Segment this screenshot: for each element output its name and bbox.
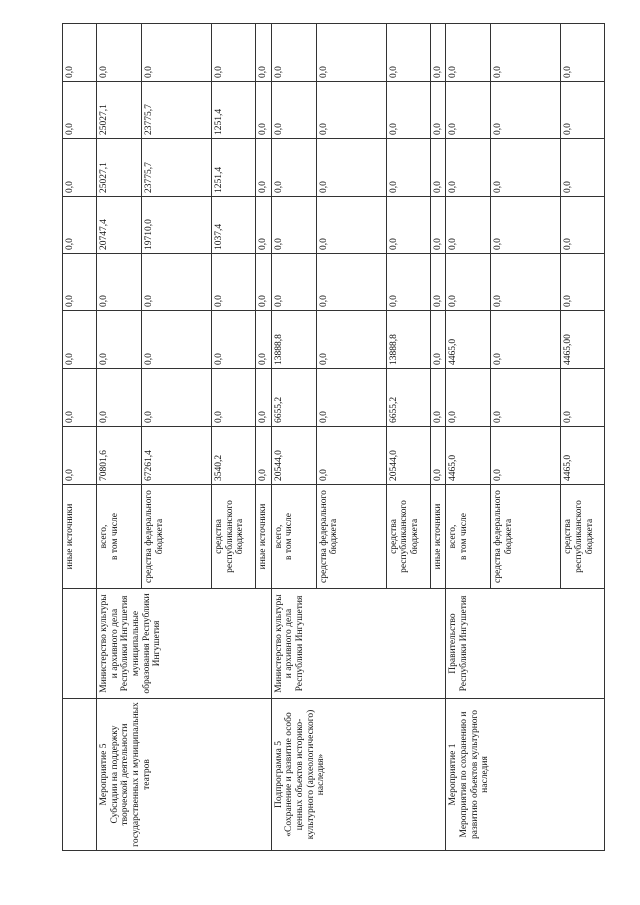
value-cell: 0,0: [561, 254, 605, 311]
value-cell: 0,0: [97, 311, 142, 369]
funding-source-cell: всего, в том числе: [271, 485, 316, 589]
value-cell: 0,0: [316, 82, 386, 139]
value-cell: 0,0: [446, 82, 491, 139]
value-cell: 0,0: [271, 254, 316, 311]
value-cell: 25027,1: [97, 139, 142, 197]
value-cell: 0,0: [142, 369, 212, 427]
value-cell: 0,0: [446, 197, 491, 254]
funding-source-cell: средства федерального бюджета: [142, 485, 212, 589]
table-row: [271, 24, 316, 851]
value-cell: 0,0: [316, 254, 386, 311]
value-cell: 4465,0: [561, 427, 605, 485]
executor-cell: Министерство культуры и архивного дела Республики Ингушетия: [271, 589, 446, 699]
value-cell: 0,0: [212, 24, 256, 82]
value-cell: 19710,0: [142, 197, 212, 254]
funding-source-cell: всего, в том числе: [97, 485, 142, 589]
funding-source-cell: иные источники: [256, 485, 272, 589]
value-cell: 20544,0: [271, 427, 316, 485]
value-cell: 0,0: [63, 139, 97, 197]
value-cell: 6655,2: [271, 369, 316, 427]
value-cell: 1251,4: [212, 139, 256, 197]
value-cell: 0,0: [256, 139, 272, 197]
value-cell: 1037,4: [212, 197, 256, 254]
funding-source-cell: средства республиканского бюджета: [212, 485, 256, 589]
executor-cell: Правительство Республики Ингушетия: [446, 589, 605, 699]
value-cell: 0,0: [446, 254, 491, 311]
value-cell: 0,0: [212, 369, 256, 427]
program-name-cell: Мероприятие 5 Субсидии на поддержку творческой деятельности государственных и муниципальных театров: [97, 699, 272, 851]
value-cell: 0,0: [430, 139, 446, 197]
value-cell: 0,0: [63, 427, 97, 485]
value-cell: 0,0: [386, 197, 430, 254]
value-cell: 0,0: [256, 254, 272, 311]
value-cell: 0,0: [430, 311, 446, 369]
value-cell: 0,0: [142, 311, 212, 369]
table-row: [97, 24, 142, 851]
value-cell: 0,0: [63, 24, 97, 82]
value-cell: 1251,4: [212, 82, 256, 139]
value-cell: 0,0: [386, 24, 430, 82]
value-cell: 0,0: [446, 24, 491, 82]
value-cell: 0,0: [491, 24, 561, 82]
value-cell: 0,0: [63, 82, 97, 139]
executor-cell: Министерство культуры и архивного дела Республики Ингушетия муниципальные образования Республики Ингушетия: [97, 589, 272, 699]
value-cell: 0,0: [316, 427, 386, 485]
funding-source-cell: иные источники: [430, 485, 446, 589]
value-cell: 0,0: [212, 254, 256, 311]
value-cell: 0,0: [386, 139, 430, 197]
value-cell: 0,0: [430, 197, 446, 254]
value-cell: 0,0: [97, 369, 142, 427]
value-cell: 0,0: [446, 139, 491, 197]
program-name-cell: Подпрограмма 5 «Сохранение и развитие особо ценных объектов историко-культурного (археологического) наследия»: [271, 699, 446, 851]
funding-source-cell: иные источники: [63, 485, 97, 589]
value-cell: 0,0: [491, 369, 561, 427]
value-cell: 0,0: [212, 311, 256, 369]
value-cell: 0,0: [256, 82, 272, 139]
value-cell: 0,0: [491, 197, 561, 254]
value-cell: 23775,7: [142, 82, 212, 139]
value-cell: 0,0: [491, 139, 561, 197]
value-cell: 0,0: [430, 369, 446, 427]
value-cell: 23775,7: [142, 139, 212, 197]
program-name-cell: Мероприятие 1 Мероприятия по сохранению и развитию объектов культурного наследия: [446, 699, 605, 851]
value-cell: 0,0: [142, 24, 212, 82]
empty-executor-cell: [63, 589, 97, 699]
funding-source-cell: средства республиканского бюджета: [386, 485, 430, 589]
value-cell: 25027,1: [97, 82, 142, 139]
value-cell: 0,0: [316, 197, 386, 254]
value-cell: 0,0: [561, 197, 605, 254]
value-cell: 0,0: [271, 82, 316, 139]
value-cell: 0,0: [256, 24, 272, 82]
funding-source-cell: средства федерального бюджета: [491, 485, 561, 589]
value-cell: 0,0: [446, 369, 491, 427]
value-cell: 0,0: [271, 197, 316, 254]
value-cell: 0,0: [63, 254, 97, 311]
budget-table: [62, 23, 605, 851]
value-cell: 0,0: [316, 24, 386, 82]
value-cell: 4465,0: [446, 427, 491, 485]
value-cell: 0,0: [316, 139, 386, 197]
rotated-budget-table-wrapper: [62, 24, 595, 851]
funding-source-cell: средства республиканского бюджета: [561, 485, 605, 589]
value-cell: 0,0: [386, 82, 430, 139]
value-cell: 0,0: [256, 197, 272, 254]
value-cell: 0,0: [561, 369, 605, 427]
value-cell: 0,0: [386, 254, 430, 311]
value-cell: 0,0: [256, 369, 272, 427]
value-cell: 0,0: [561, 139, 605, 197]
value-cell: 0,0: [63, 311, 97, 369]
value-cell: 0,0: [491, 427, 561, 485]
table-row: [446, 24, 491, 851]
value-cell: 6655,2: [386, 369, 430, 427]
value-cell: 13888,8: [386, 311, 430, 369]
value-cell: 0,0: [561, 24, 605, 82]
value-cell: 4465,00: [561, 311, 605, 369]
value-cell: 70801,6: [97, 427, 142, 485]
value-cell: 4465,0: [446, 311, 491, 369]
value-cell: 3540,2: [212, 427, 256, 485]
value-cell: 0,0: [316, 311, 386, 369]
funding-source-cell: средства федерального бюджета: [316, 485, 386, 589]
value-cell: 67261,4: [142, 427, 212, 485]
value-cell: 0,0: [63, 369, 97, 427]
value-cell: 0,0: [256, 427, 272, 485]
value-cell: 0,0: [430, 427, 446, 485]
value-cell: 0,0: [430, 24, 446, 82]
value-cell: 0,0: [142, 254, 212, 311]
value-cell: 20544,0: [386, 427, 430, 485]
value-cell: 0,0: [316, 369, 386, 427]
funding-source-cell: всего, в том числе: [446, 485, 491, 589]
value-cell: 0,0: [271, 139, 316, 197]
value-cell: 0,0: [271, 24, 316, 82]
value-cell: 0,0: [63, 197, 97, 254]
value-cell: 0,0: [97, 254, 142, 311]
value-cell: 0,0: [561, 82, 605, 139]
value-cell: 20747,4: [97, 197, 142, 254]
table-row: [63, 24, 97, 851]
value-cell: 0,0: [97, 24, 142, 82]
empty-program-cell: [63, 699, 97, 851]
value-cell: 13888,8: [271, 311, 316, 369]
value-cell: 0,0: [256, 311, 272, 369]
value-cell: 0,0: [430, 82, 446, 139]
value-cell: 0,0: [491, 311, 561, 369]
value-cell: 0,0: [491, 254, 561, 311]
value-cell: 0,0: [430, 254, 446, 311]
value-cell: 0,0: [491, 82, 561, 139]
